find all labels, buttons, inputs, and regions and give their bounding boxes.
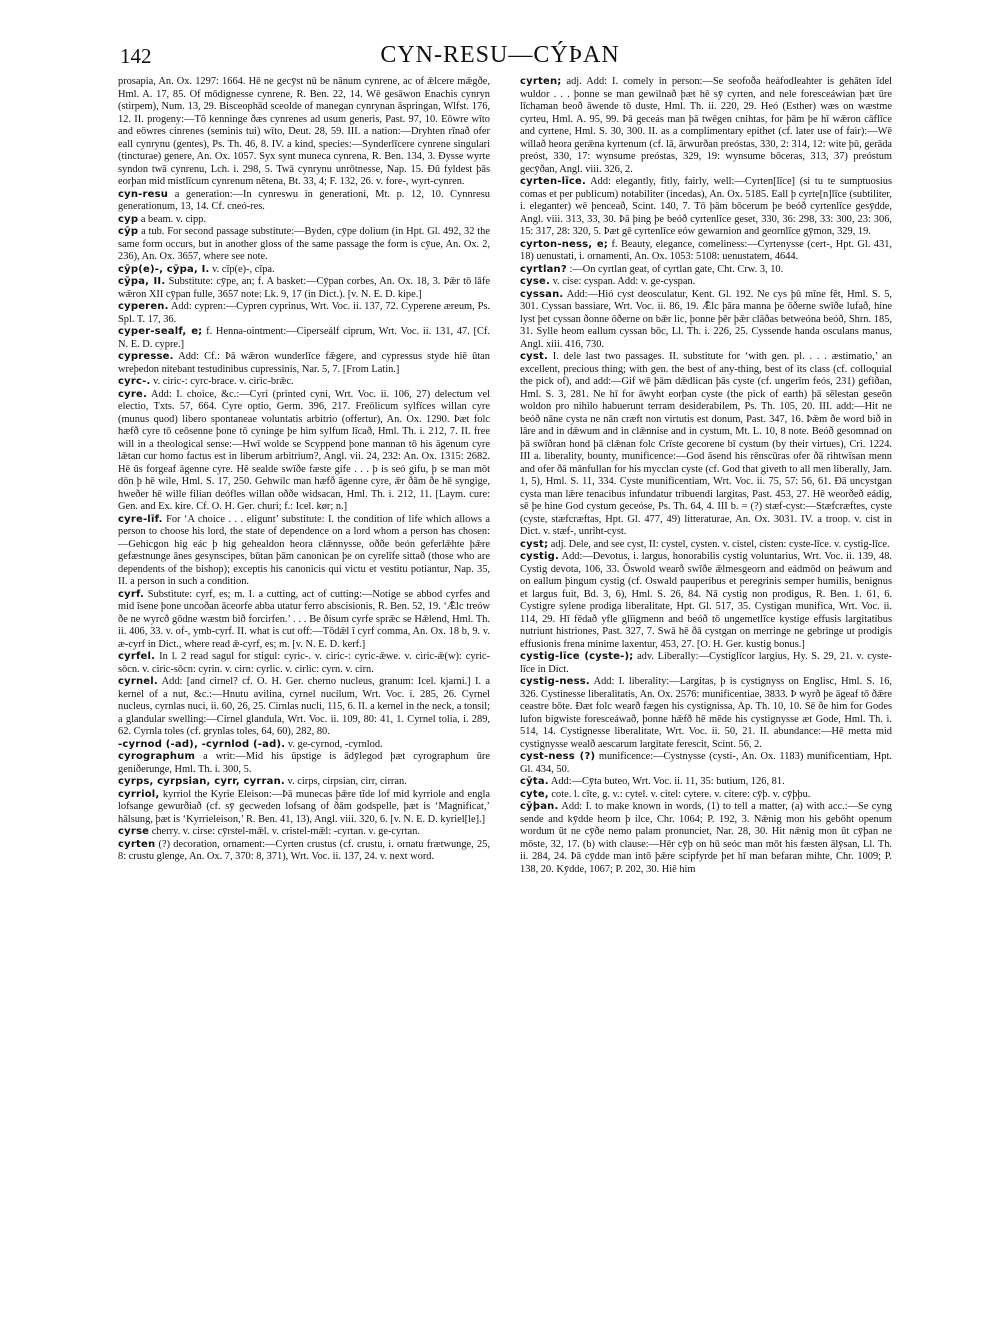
dictionary-entry — [118, 351, 490, 376]
entry-text: adj. Add: I. comely in person:—Se seofoða heáfodleahter is gehāten īdel wuldor . . . þonne se man gewilnað þæt hē sȳ cyrten, and nele foresceáwian þæt ūre līchaman beoð āwende tō duste, Hml. Th. ii. 220, 29. Heó (Esther) wæs on wæstme cyrteu, Hml. A. 95, 99. Þā geceás man þā twēgen cnihtas, for þām þe hī wǣron cāflīce and cyrtene, Hml. S. 30, 300. II. as a complimentary epithet (cf. later use of fair):—Wē willað heora gerǣna kyrtenum (cf. lā, ārwurðan preóstas, 330, 2: 314, 12: wite þū, gerāda preóst, 330, 17: wynsume preóstas, 329, 19: wynsume bōceras, 313, 37) preóstum gecȳðan, Angl. viii. 326, 2. — [520, 76, 892, 175]
dictionary-entry — [520, 801, 892, 876]
dictionary-columns — [118, 76, 892, 1301]
entry-text: v. cise: cyspan. Add: v. ge-cyspan. — [552, 276, 696, 287]
entry-headword: cyrps, cyrpsian, cyrr, cyrran. — [118, 776, 285, 787]
entry-text: Add: [and cirnel? cf. O. H. Ger. cherno nucleus, granum: Icel. kjarni.] I. a kernel of a nut, &c.:—Hnutu avilina, cyrnel nucilum, Wrt. Voc. i. 285, 26. Cyrnel nucleus, cyrnlas nuci, ii. 60, 26, 25. Cirnlas nucli, 115, 6. II. a kernel in the neck, a tonsil; a glandular swelling:—Cirnel glandula, Wrt. Voc. ii. 109, 80: 41, 1. Cyrnel tolia, i. 289, 62. Cyrnla toles (cf. grynlas toles, 64, 60), 282, 80. — [118, 676, 490, 737]
entry-text: a beam. v. cipp. — [140, 213, 206, 225]
entry-text: Add: elegantly, fitly, fairly, well:—Cyrten[līce] (si tu te sumptuosius comas et per publicum) notabiliter (incedas), An. Ox. 5185. Eall þ cyrte[n]līce (subtiliter, i. eleganter) wē þenceað, Scint. 140, 7. Tō þām bōcerum þe beóð cyrtenlīce gesȳdde, Angl. viii. 313, 33, 30. Þā þing þe beóð cyrtenlīce geset, 330, 36: 298, 33: 300, 23: 306, 15: 317, 28: 320, 5. Þæt gē cyrtenlīce eów gewarnion and geornlīce gȳmon, 329, 19. — [520, 176, 892, 237]
entry-headword: cypresse. — [118, 351, 174, 362]
entry-text: v. cīp(e)-, cīpa. — [212, 263, 275, 275]
dictionary-entry — [118, 739, 490, 752]
dictionary-entry — [520, 276, 892, 289]
page-header — [0, 40, 1000, 76]
entry-text: a generation:—In cynreswu in generationi, Mt. p. 12, 10. Cynnresu generationum, 13, 14. Cf. cneó-res. — [118, 188, 490, 212]
entry-text: cote. l. cīte, g. v.: cytel. v. citel: cytere. v. citere: cȳþ. v. cȳþþu. — [551, 788, 811, 800]
dictionary-entry — [520, 551, 892, 651]
dictionary-entry — [520, 776, 892, 789]
entry-headword: cȳpa, II. — [118, 276, 166, 287]
dictionary-entry — [118, 226, 490, 264]
dictionary-entry — [520, 651, 892, 676]
dictionary-entry — [118, 214, 490, 227]
dictionary-entry — [118, 189, 490, 214]
entry-text: Add: I. liberality:—Largitas, þ is cystignyss on Englisc, Hml. S. 16, 326. Cystinesse liberalitatis, An. Ox. 2576: munificentiae, 3833. Þ wyrð þe āgeaf tō ðǣre ceastre bōte. Ðæt folc wearð fægen his cystignissa, Ap. Th. 10, 10. Sē ðe him for Godes lufon bigwiste foresceáwað, þonne hǣfð hē mēde his cystignysse æt Gode, Hml. Th. i. 514, 14. Cystignesse liberalitate, Wrt. Voc. ii. 50, 21. II. abundance:—Hē metta mid cystignysse wealð aescarum largitate ferescit, Scint. 56, 2. — [520, 676, 892, 750]
entry-text: In l. 2 read sagul for stigul: cyric-. v. ciric-: cyric-ǣwe. v. ciric-ǣ(w): cyric-sōcn. v. ciric-sōcn: cyrin. v. cirn: cyrlic. v. cirlic: cyrn. v. cirn. — [118, 651, 490, 675]
dictionary-entry — [520, 289, 892, 352]
left-column — [118, 76, 490, 1301]
dictionary-entry — [118, 789, 490, 827]
entry-headword: cyre. — [118, 388, 147, 400]
entry-text: Add:—Hió cyst deosculatur, Kent. Gl. 192. Ne cys þū mīne fēt, Hml. S. 5, 301. Cyssan bassiare, Wrt. Voc. ii. 86, 19. Ǣlc þāra manna þe ōðerne swīðe lufað, hine lyst þet cyssan ðonne ōðerne on bǣr lic, þonne þēr þǣr clāðas betweóna beóð, Shrn. 185, 31. Sylle heom eallum cyssan bōc, Ll. Th. i. 226, 25. Cyssende handa osculans manus, Angl. xiii. 416, 730. — [520, 288, 892, 350]
entry-headword: cyrf. — [118, 588, 144, 600]
entry-headword: cȳta. — [520, 776, 549, 787]
entry-headword: cyst. — [520, 351, 548, 362]
entry-headword: cyrten-līce. — [520, 176, 586, 187]
entry-headword: -cyrnod (-ad), -cyrnlod (-ad). — [118, 738, 286, 750]
entry-text: prosapia, An. Ox. 1297: 1664. Hē ne gecȳst nū be nānum cynrene, ac of ǣlcere mǣgðe, Hml. A. 17, 85. Of mōdignesse cynrene, R. Ben. 22, 14. Wē gesāwon Enachis cynryn (stirpem), Num. 13, 29. Bisceophād sceolde of manegan cynrynan āspringan, Wlfst. 176, 12. II. progeny:—Tō kenninge ðæs cynrenes ad usum generis, Past. 97, 10. Eōwre wīto and eōwres cinrenes (seminis tui) wīto, Deut. 28, 59. III. a nation:—Dryhten rīnað ofer eall cynrynu (gentes), Ps. Th. 46, 8. IV. a kind, species:—Synderlīcere cynrene singulari (tincturae) genere, An. Ox. 1057. Syx synt muneca cynrena, R. Ben. 134, 3. Ðysse wyrte syndon twā cynrenu, Lch. i. 298, 5. Twā cynrynu unrōtnesse, Nap. 15. Ðū fyldest þās eorþan mid mistlīcum cynrenum nētena, Bt. 33, 4; F. 132, 26. v. fore-, wyrt-cynren. — [118, 76, 490, 187]
running-head: CYN-RESU—CÝÞAN — [380, 42, 620, 68]
entry-text: I. dele last two passages. II. substitute for ‘with gen. pl. . . . æstimatio,’ an excellent, precious thing; with gen. the best of any-thing, best of its class (cf. colloquial the pick of), and add:—Gif wē þām dǣdlican þās cyste (cf. ungerīm feós, 231) gefiðan, Hml. S. 3, 281. Ne hī for āwyht eorþan cyste (the pick of earth) þā sēlestan geseōn woldon pro nihilo habuerunt terram desiderabilem, Ps. Th. 105, 20. III. add:—Hit ne beóð nāne cysta ne nān cræft non virtutis est donum, Past. 347, 16. Þǣm ðe word bið in lāre and in dǣwum and in clǣnnise and in cystum, Mt. L. 10, 8 note. Beóð gesomnad on þā swīðran hond þā clǣnan folc Crīste gecorene bī cystum (by their virtues), Cri. 1224. III a. liberality, bounty, munificence:—God āsend his rēnscūras ofer ðā rihtwīsan menn and ofer ðā mānfullan for his mycclan cyste (cf. God that giveth to all men liberally, Jam. 1, 5), Hml. S. 11, 334. Cyste munificentiam, Wrt. Voc. ii. 75, 57: 56, 61. Ðā uncystgan cysta man lǣre tenacibus infundatur tribuendi largitas, Past. 453, 27. Hē weorðeð eádig, sē þe hine God cystum geceóse, Ps. Th. 64, 4. III b. = (?) stæf-cyst:—Stæfcræftes, cyste (cyste, stæfcræftas, Hpt. Gl. 477, 49) litteraturae, An. Ox. 3031. IV. a troop. v. cist in Dict. v. stæf-, unriht-cyst. — [520, 351, 892, 537]
dictionary-entry — [520, 351, 892, 539]
entry-text: v. cirps, cirpsian, cirr, cirran. — [287, 776, 407, 787]
entry-headword: cystig. — [520, 551, 559, 562]
entry-headword: cyrtlan? — [520, 263, 567, 275]
dictionary-entry — [520, 751, 892, 776]
dictionary-entry — [118, 376, 490, 389]
entry-headword: cȳp — [118, 226, 139, 237]
right-column — [520, 76, 892, 1301]
entry-headword: cyse. — [520, 276, 550, 287]
dictionary-entry — [118, 276, 490, 301]
entry-text: Substitute: cȳpe, an; f. A basket:—Cȳpan corbes, An. Ox. 18, 3. Þǣr tō lāfe wǣron XII cȳpan fulle, 3657 note: Lk. 9, 17 (in Dict.). [v. N. E. D. kipe.] — [118, 276, 490, 300]
entry-headword: cyper-sealf, e; — [118, 326, 203, 337]
dictionary-entry — [520, 176, 892, 239]
entry-headword: cystig-ness. — [520, 676, 590, 687]
entry-text: (?) decoration, ornament:—Cyrten crustus (cf. crustu, i. ornatu frætwunge, 25, 8: crustu glenge, An. Ox. 7, 370: 8, 371), Wrt. Voc. ii. 137, 24. v. next word. — [118, 838, 490, 862]
entry-text: adj. Dele, and see cyst, II: cystel, cysten. v. cistel, cisten: cyste-līce. v. cystig-līce. — [550, 538, 890, 550]
dictionary-entry — [118, 826, 490, 839]
entry-headword: cyrnel. — [118, 676, 158, 687]
dictionary-entry — [520, 76, 892, 176]
entry-headword: cyssan. — [520, 288, 564, 300]
entry-text: Add: I. choice, &c.:—Cyri (printed cyni, Wrt. Voc. ii. 106, 27) delectum vel electio, Txts. 57, 664. Cyre optio, Germ. 396, 217. Freōlicum sylfīces willan cyre (munus quod) libero spontaneae voluntatis arbitrio (offertur), An. Ox. 1290. Þæt folc hæfð cyre tō ceōsenne þone tō cyninge þe him sylfum līcað, Hml. Th. i. 212, 7. II. free will in a theological sense:—Hwī wolde se Scyppend þone mannan tō his āgenum cyre lǣtan cur homo factus est in liberum arbitrium?, Angl. vii. 24, 232: An. Ox. 1315: 2682. Hē ūs forgeaf āgenne cyre. Hē sealde swīðe fæste gife . . . þ is seó gifu, þ se man mōt dōn þ hē wile, Hml. S. 17, 250. Gehwilc man hæfð āgenne cyre, ǣr ðām ðe hē syngige, hweðer hē wille filian deófles willan oððe widsacan, Hml. Th. i. 212, 11. [Laym. cure: Gen. and Ex. kire. Cf. O. H. Ger. churi; f.: Icel. kør; n.] — [118, 388, 490, 512]
entry-headword: cyp — [118, 213, 139, 225]
entry-text: :—On cyrtlan geat, of cyrtlan gate, Cht. Crw. 3, 10. — [569, 263, 784, 275]
entry-text: adv. Liberally:—Cystiglīcor largius, Hy. S. 29, 21. v. cyste-līce in Dict. — [520, 651, 892, 675]
entry-text: munificence:—Cystnysse (cysti-, An. Ox. 1183) munificentiam, Hpt. Gl. 434, 50. — [520, 751, 892, 775]
entry-text: v. ge-cyrnod, -cyrnlod. — [287, 738, 383, 750]
entry-text: Add:—Cȳta buteo, Wrt. Voc. ii. 11, 35: butium, 126, 81. — [550, 776, 785, 787]
dictionary-entry — [118, 301, 490, 326]
entry-headword: cyrriol, — [118, 788, 160, 800]
dictionary-entry — [118, 589, 490, 652]
dictionary-entry — [520, 239, 892, 264]
entry-text: f. Beauty, elegance, comeliness:—Cyrtenysse (cert-, Hpt. Gl. 431, 18) uenustati, i. ornamenti, An. Ox. 1053: 5108: uenustatem, 4644. — [520, 238, 892, 262]
entry-headword: cyte, — [520, 788, 549, 800]
entry-text: Substitute: cyrf, es; m. I. a cutting, act of cutting:—Notige se abbod cyrfes and mid īsene þone uncoðan āceorfe abba utatur ferro abscisionis, R. Ben. 52, 19. ‘Ǣlc treów ðe ne wyrcð gōdne wæstm bið forcirfen.’ . . . Be ðisum cyrfe sprǣc se Hǣlend, Hml. Th. ii. 406, 33. v. of-, ymb-cyrf. II. what is cut off:—Tōdǣl ī cyrf comma, An. Ox. 18 b, 9. v. æ-cyrf in Dict., where read ǣ-cyrf, es; m. [v. N. E. D. kerf.] — [118, 588, 490, 650]
entry-text: Add:—Devotus, i. largus, honorabilis cystig voluntarius, Wrt. Voc. ii. 139, 48. Cystig devota, 106, 33. Ōswold wearð swīðe ǣlmesgeorn and eádmōd on þeáwum and on eallum þingum cystig (cf. Oswald pauperibus et peregrinis semper humilis, benignus et largus fuit, Bd. 3, 6), Hml. S. 26, 84. Nā cystig non prodigus, R. Ben. 1. 61, 6. Cystigre sylene prodiga liberalitate, Hpt. Gl. 517, 35. Cystigan munifica, Wrt. Voc. ii. 114, 29. Hī fēdað yfle glīigmenn and beóð tō ungemetlīce kystige effusis largitatibus nutriunt histriones, Past. 327, 7. Swā hē ðā cystgan on merringe ne gebringe ut prodigis effusionis frena minime laxentur, 453, 27. [O. H. Ger. kustig bonus.] — [520, 551, 892, 650]
page-number: 142 — [120, 44, 152, 68]
dictionary-entry — [118, 651, 490, 676]
entry-headword: cystig-līce (cyste-); — [520, 651, 634, 662]
dictionary-entry — [118, 776, 490, 789]
dictionary-entry — [520, 264, 892, 277]
dictionary-entry — [520, 539, 892, 552]
entry-text: a writ:—Mid his ūpstige is ādȳlegod þæt cyrographum ūre geniðerunge, Hml. Th. i. 300, 5. — [118, 751, 490, 775]
entry-headword: cyrton-ness, e; — [520, 238, 609, 250]
entry-text: For ‘A choice . . . eligunt’ substitute: I. the condition of life which allows a person to choose his lord, the state of dependence on a lord whom a person has chosen:—Gehicgon hig eác þ hig gehealdon heora clǣnnysse, oððe beón geferlǣhte þǣre gefæstnunge ānes gesynscipes, būtan þām canonican þe on cyrelīfe sittað (those who are dependents of the bishop); exceptis his canonicis qui victu et vestitu potiantur, Nap. 35, II. a person in such a condition. — [118, 513, 490, 587]
dictionary-entry — [118, 326, 490, 351]
entry-headword: cyrten; — [520, 76, 562, 87]
entry-headword: cyn-resu — [118, 188, 169, 200]
entry-headword: cyst; — [520, 538, 549, 550]
entry-headword: cȳp(e)-, cȳpa, I. — [118, 263, 210, 275]
dictionary-entry — [520, 676, 892, 751]
entry-text: kyrriol the Kyrie Eleison:—Þā munecas þǣre tīde lof mid kyrriole and engla lofsange gewurðiað (cf. sȳ gecweden lofsang of ðām godspelle, þæt is ‘Magnificat,’ hālsung, þæt is ‘Kyrrieleison,’ R. Ben. 41, 13), Angl. viii. 320, 6. [v. N. E. D. kyriel[le].] — [118, 788, 490, 825]
dictionary-entry — [118, 264, 490, 277]
entry-headword: cyre-līf. — [118, 513, 163, 525]
entry-headword: cyrse — [118, 826, 150, 837]
dictionary-entry — [520, 789, 892, 802]
entry-text: cherry. v. cirse: cȳrstel-mǣl. v. cristel-mǣl: -cyrtan. v. ge-cyrtan. — [151, 826, 420, 837]
entry-text: Add: I. to make known in words, (1) to tell a matter, (a) with acc.:—Se cyng sende and kȳdde heom þ ilce, Chr. 1064; P. 192, 3. Nǣnig mon his gebōht openum wordum ūt ne cȳðe nemo palam pronunciet, Nar. 28, 30. Hit nǣnig mon ūt cȳþan ne mōste, 32, 17. (b) with clause:—Hēr cȳþ on hū seóc man mōt his fæsten ālȳsan, Ll. Th. ii. 284, 24. Þā cȳdde man intō þǣre scipfyrde þet hī man befaran mihte, Chr. 1009; P. 138, 20. Kȳdde, 1067; P. 202, 30. Hiē him — [520, 801, 892, 875]
entry-headword: cȳþan. — [520, 801, 559, 812]
dictionary-entry — [118, 389, 490, 514]
entry-headword: cyrten — [118, 838, 156, 850]
dictionary-entry — [118, 839, 490, 864]
dictionary-entry — [118, 76, 490, 189]
entry-text: a tub. For second passage substitute:—Byden, cȳpe dolium (in Hpt. Gl. 492, 32 the same form occurs, but in another gloss of the same passage the form is cȳue, An. Ox. 2, 236), An. Ox. 3657, where see note. — [118, 226, 490, 262]
dictionary-entry — [118, 751, 490, 776]
entry-text: v. ciric-: cyrc-brace. v. ciric-brǣc. — [153, 376, 294, 387]
entry-text: Add: Cf.: Þā wǣron wunderlīce fǣgere, and cypressus styde hiē ūtan wreþedon nitebant testudinibus cupressinis, Nar. 5, 7. [From Latin.] — [118, 351, 490, 375]
entry-text: f. Henna-ointment:—Ciperseálf ciprum, Wrt. Voc. ii. 131, 47. [Cf. N. E. D. cypre.] — [118, 326, 490, 350]
entry-headword: cyperen. — [118, 301, 169, 312]
entry-headword: cyrographum — [118, 751, 196, 762]
entry-text: Add: cypren:—Cypren cyprinus, Wrt. Voc. ii. 137, 72. Cyperene æreum, Ps. Spl. T. 17, 36. — [118, 301, 490, 325]
entry-headword: cyrfel. — [118, 651, 156, 662]
entry-headword: cyst-ness (?) — [520, 751, 596, 762]
dictionary-entry — [118, 514, 490, 589]
entry-headword: cyrc-. — [118, 376, 151, 387]
dictionary-entry — [118, 676, 490, 739]
